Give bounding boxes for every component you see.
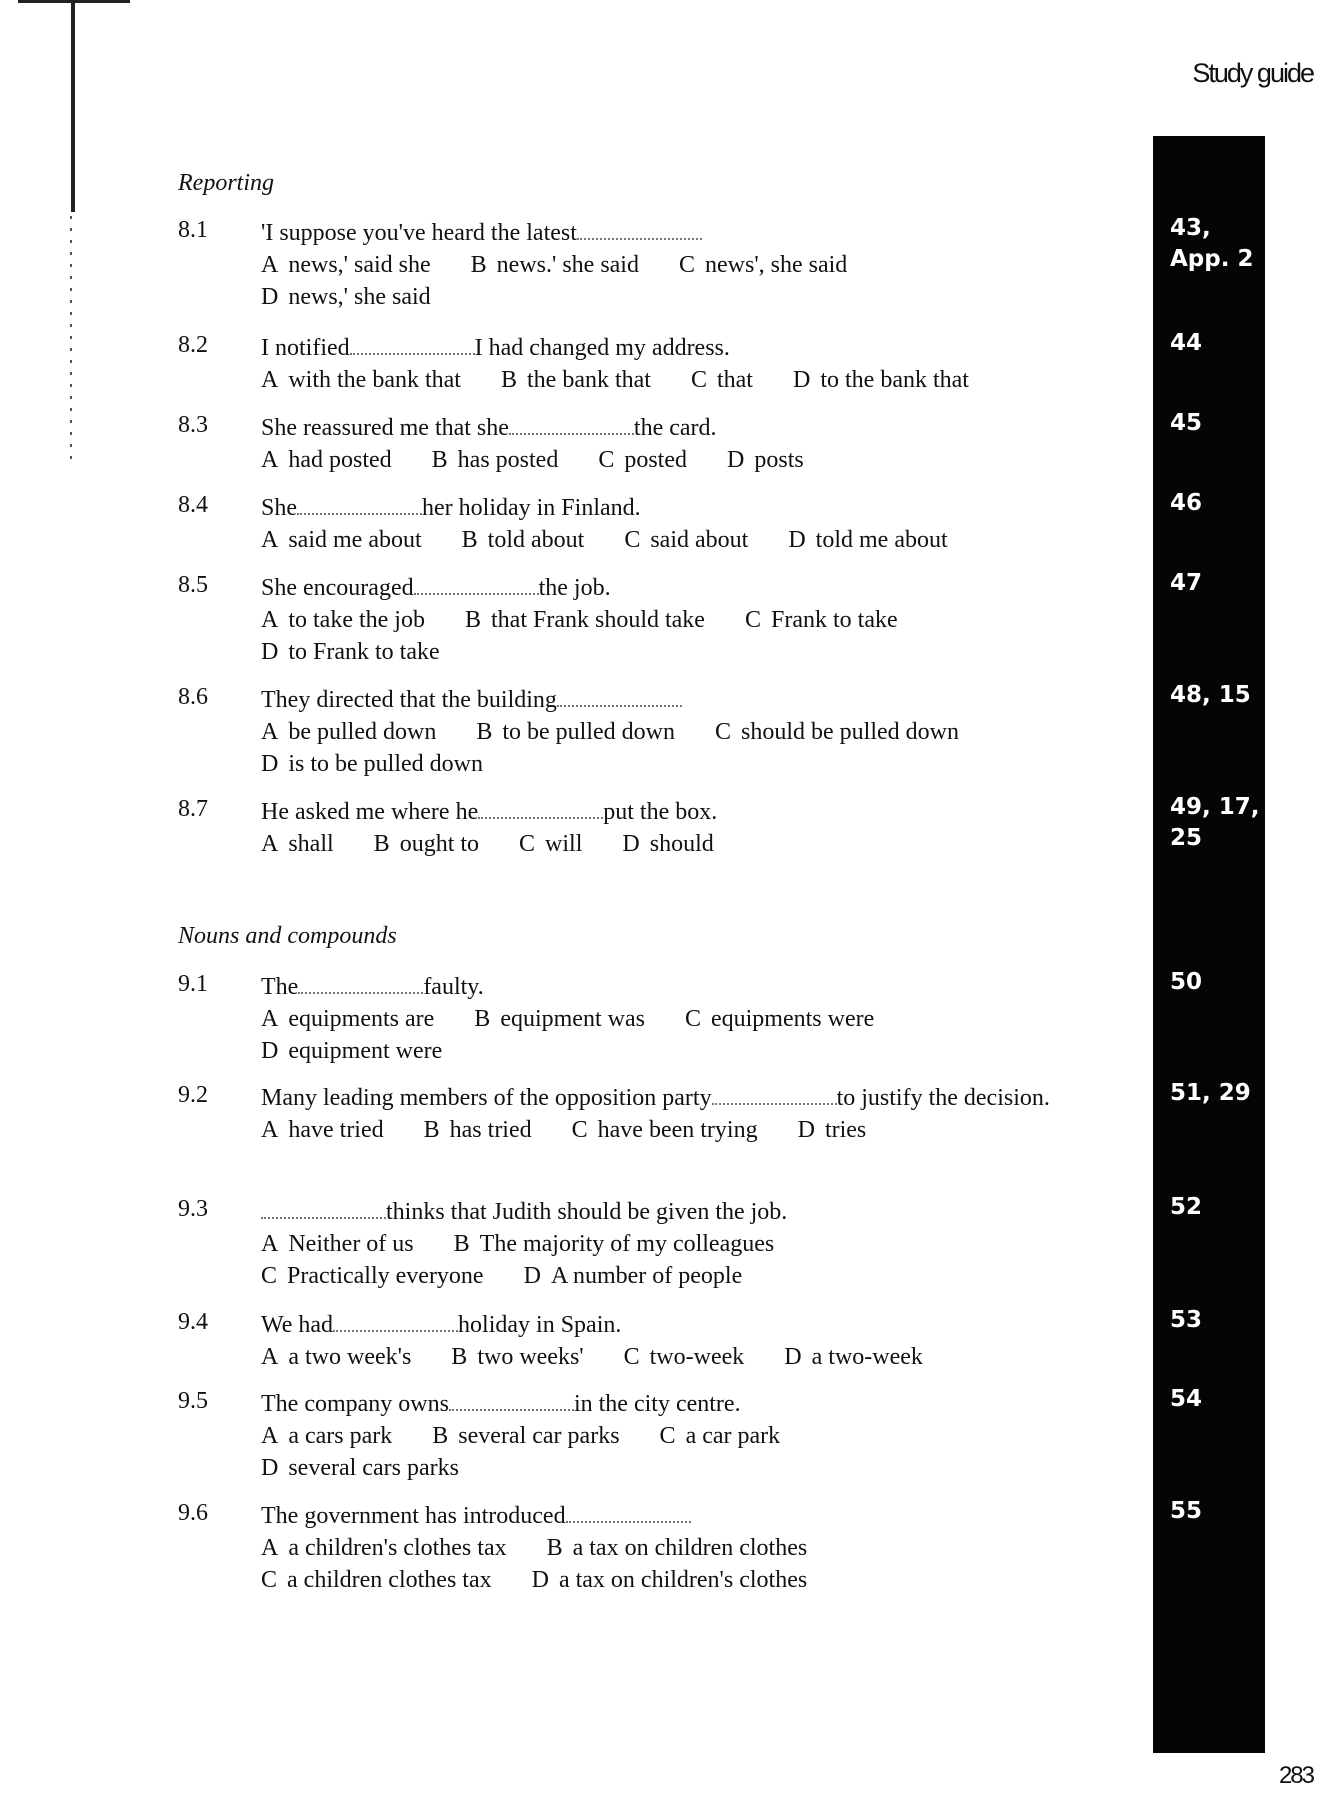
- question-stem: [261, 332, 1138, 364]
- option-text: with the bank that: [288, 367, 461, 393]
- question-number: 9.3: [178, 1196, 208, 1222]
- option-a: [261, 252, 431, 278]
- options-row: [261, 281, 1138, 313]
- answer-blank: [414, 575, 539, 595]
- option-text: several car parks: [458, 1423, 620, 1449]
- question-9-6: [178, 1500, 1138, 1596]
- option-text: the bank that: [527, 367, 651, 393]
- unit-reference-line: 53: [1170, 1307, 1203, 1333]
- option-c: [685, 1006, 874, 1032]
- option-b: [474, 1006, 645, 1032]
- option-text: to be pulled down: [502, 719, 675, 745]
- option-text: had posted: [288, 447, 392, 473]
- option-letter: B: [432, 1423, 449, 1449]
- question-9-2: [178, 1082, 1138, 1146]
- question-8-3: [178, 412, 1138, 476]
- answer-blank: [712, 1085, 837, 1105]
- option-c: [679, 252, 847, 278]
- answer-blank: [557, 687, 682, 707]
- question-8-6: [178, 684, 1138, 780]
- unit-reference-line: 51, 29: [1170, 1080, 1251, 1106]
- question-number: 8.6: [178, 684, 208, 710]
- option-text: shall: [288, 831, 334, 857]
- option-letter: C: [690, 367, 707, 393]
- options-row: [261, 1341, 1138, 1373]
- option-text: two weeks': [477, 1344, 584, 1370]
- option-letter: A: [261, 1344, 279, 1370]
- options-row: [261, 1260, 1138, 1292]
- options-row: [261, 828, 1138, 860]
- option-text: a two-week: [811, 1344, 923, 1370]
- question-8-2: [178, 332, 1138, 396]
- option-letter: D: [622, 831, 640, 857]
- option-letter: D: [727, 447, 745, 473]
- question-number: 8.3: [178, 412, 208, 438]
- option-d: [261, 1038, 442, 1064]
- option-text: will: [545, 831, 583, 857]
- option-text: said about: [650, 527, 749, 553]
- question-stem: [261, 492, 1138, 524]
- page-number: 283: [1278, 1762, 1313, 1789]
- question-number: 8.5: [178, 572, 208, 598]
- option-c: [745, 607, 898, 633]
- option-b: [465, 607, 705, 633]
- option-d: [261, 639, 440, 665]
- options-row: [261, 444, 1138, 476]
- stem-after: holiday in Spain.: [458, 1312, 622, 1338]
- option-text: The majority of my colleagues: [479, 1231, 775, 1257]
- unit-reference-line: 50: [1170, 969, 1203, 995]
- option-d: [798, 1117, 867, 1143]
- option-letter: A: [261, 1535, 279, 1561]
- option-text: be pulled down: [288, 719, 437, 745]
- unit-reference-line: 45: [1170, 410, 1203, 436]
- option-c: [660, 1423, 781, 1449]
- option-a: [261, 607, 425, 633]
- options-row: [261, 1532, 1138, 1564]
- option-letter: D: [261, 751, 279, 777]
- unit-reference-line: 46: [1170, 490, 1203, 516]
- option-letter: A: [261, 527, 279, 553]
- section-heading: Nouns and compounds: [178, 923, 397, 949]
- question-stem: [261, 1500, 1138, 1532]
- option-text: have been trying: [597, 1117, 758, 1143]
- stem-after: put the box.: [603, 799, 718, 825]
- question-number: 8.1: [178, 217, 208, 243]
- option-letter: B: [464, 607, 481, 633]
- stem-before: They directed that the building: [261, 687, 557, 713]
- stem-after: to justify the decision.: [836, 1085, 1050, 1111]
- option-text: ought to: [399, 831, 480, 857]
- stem-before: She reassured me that she: [261, 415, 509, 441]
- options-row: [261, 364, 1138, 396]
- option-letter: C: [571, 1117, 588, 1143]
- options-row: [261, 1564, 1138, 1596]
- question-9-3: [178, 1196, 1138, 1292]
- unit-reference-line: 55: [1170, 1498, 1203, 1524]
- unit-reference-line: App. 2: [1170, 246, 1254, 272]
- option-letter: B: [453, 1231, 470, 1257]
- question-number: 8.2: [178, 332, 208, 358]
- option-c: [691, 367, 753, 393]
- question-number: 9.1: [178, 971, 208, 997]
- option-b: [547, 1535, 808, 1561]
- question-8-7: [178, 796, 1138, 860]
- option-d: [622, 831, 713, 857]
- option-b: [476, 719, 675, 745]
- options-row: [261, 716, 1138, 748]
- unit-reference: [1170, 680, 1251, 711]
- option-letter: C: [261, 1567, 278, 1593]
- question-number: 9.6: [178, 1500, 208, 1526]
- stem-before: 'I suppose you've heard the latest: [261, 220, 577, 246]
- question-stem: [261, 971, 1138, 1003]
- unit-reference-line: 48, 15: [1170, 682, 1251, 708]
- unit-reference-line: 47: [1170, 570, 1203, 596]
- option-letter: C: [659, 1423, 676, 1449]
- option-letter: A: [261, 252, 279, 278]
- option-text: news,' said she: [288, 252, 431, 278]
- option-text: a cars park: [288, 1423, 393, 1449]
- option-text: has posted: [457, 447, 559, 473]
- question-stem: [261, 1309, 1138, 1341]
- options-row: [261, 1228, 1138, 1260]
- options-row: [261, 636, 1138, 668]
- option-a: [261, 447, 392, 473]
- option-letter: D: [261, 1455, 279, 1481]
- option-text: is to be pulled down: [288, 751, 483, 777]
- option-d: [524, 1263, 743, 1289]
- option-d: [261, 284, 431, 310]
- option-a: [261, 1231, 414, 1257]
- unit-reference: [1170, 792, 1260, 854]
- option-d: [727, 447, 804, 473]
- option-d: [793, 367, 969, 393]
- option-letter: B: [474, 1006, 491, 1032]
- question-stem: [261, 1196, 1138, 1228]
- question-number: 9.2: [178, 1082, 208, 1108]
- question-9-5: [178, 1388, 1138, 1484]
- option-c: [598, 447, 687, 473]
- option-text: posts: [754, 447, 804, 473]
- option-a: [261, 719, 436, 745]
- option-text: said me about: [288, 527, 422, 553]
- option-d: [532, 1567, 808, 1593]
- option-text: news,' she said: [288, 284, 431, 310]
- option-text: a children's clothes tax: [288, 1535, 507, 1561]
- option-text: two-week: [649, 1344, 745, 1370]
- option-a: [261, 367, 461, 393]
- options-row: [261, 524, 1138, 556]
- option-letter: A: [261, 367, 279, 393]
- option-letter: B: [500, 367, 517, 393]
- option-b: [451, 1344, 583, 1370]
- stem-before: I notified: [261, 335, 350, 361]
- stem-after: thinks that Judith should be given the job.: [386, 1199, 788, 1225]
- question-stem: [261, 1388, 1138, 1420]
- unit-reference-line: 25: [1170, 825, 1203, 851]
- options-row: [261, 1035, 1138, 1067]
- option-text: a tax on children clothes: [572, 1535, 808, 1561]
- option-letter: C: [744, 607, 761, 633]
- question-stem: [261, 796, 1138, 828]
- option-letter: B: [461, 527, 478, 553]
- option-text: a children clothes tax: [287, 1567, 492, 1593]
- unit-reference-line: 44: [1170, 330, 1203, 356]
- binding-mark-dots: [70, 216, 72, 466]
- question-8-1: [178, 217, 1138, 313]
- answer-blank: [478, 799, 603, 819]
- answer-blank: [449, 1391, 574, 1411]
- option-letter: D: [784, 1344, 802, 1370]
- answer-blank: [261, 1199, 386, 1219]
- option-b: [432, 447, 559, 473]
- option-text: a two week's: [288, 1344, 412, 1370]
- option-text: a car park: [685, 1423, 781, 1449]
- answer-blank: [298, 974, 423, 994]
- option-text: told me about: [815, 527, 948, 553]
- unit-reference: [1170, 1078, 1251, 1109]
- option-a: [261, 527, 422, 553]
- unit-reference: [1170, 568, 1202, 599]
- section-heading: Reporting: [178, 170, 274, 196]
- option-letter: A: [261, 1006, 279, 1032]
- stem-before: He asked me where he: [261, 799, 479, 825]
- binding-mark-vertical: [71, 0, 75, 212]
- option-c: [715, 719, 959, 745]
- stem-after: in the city centre.: [573, 1391, 741, 1417]
- option-d: [261, 751, 483, 777]
- question-number: 9.5: [178, 1388, 208, 1414]
- unit-reference-line: 54: [1170, 1386, 1203, 1412]
- option-letter: B: [373, 831, 390, 857]
- options-row: [261, 1003, 1138, 1035]
- option-text: should be pulled down: [741, 719, 959, 745]
- answer-blank: [333, 1312, 458, 1332]
- stem-before: Many leading members of the opposition party: [261, 1085, 712, 1111]
- option-d: [788, 527, 947, 553]
- options-row: [261, 249, 1138, 281]
- option-text: Practically everyone: [287, 1263, 484, 1289]
- stem-after: the card.: [633, 415, 717, 441]
- option-text: that: [716, 367, 753, 393]
- option-b: [432, 1423, 619, 1449]
- option-text: equipments were: [710, 1006, 875, 1032]
- unit-reference-line: 52: [1170, 1194, 1203, 1220]
- stem-before: The: [261, 974, 299, 1000]
- stem-after: her holiday in Finland.: [422, 495, 641, 521]
- option-c: [261, 1567, 492, 1593]
- question-stem: [261, 412, 1138, 444]
- option-letter: C: [714, 719, 731, 745]
- option-letter: C: [678, 252, 695, 278]
- question-number: 9.4: [178, 1309, 208, 1335]
- option-b: [374, 831, 479, 857]
- option-letter: B: [431, 447, 448, 473]
- option-b: [471, 252, 639, 278]
- stem-before: The company owns: [261, 1391, 449, 1417]
- unit-reference: [1170, 408, 1202, 439]
- question-stem: [261, 217, 1138, 249]
- option-text: a tax on children's clothes: [558, 1567, 808, 1593]
- option-text: to take the job: [288, 607, 425, 633]
- options-row: [261, 1114, 1138, 1146]
- option-a: [261, 1006, 434, 1032]
- option-text: have tried: [288, 1117, 384, 1143]
- unit-reference: [1170, 1305, 1202, 1336]
- page-header: Study guide: [1192, 58, 1313, 88]
- unit-reference: [1170, 328, 1202, 359]
- question-number: 8.7: [178, 796, 208, 822]
- options-row: [261, 748, 1138, 780]
- option-letter: C: [598, 447, 615, 473]
- option-letter: B: [476, 719, 493, 745]
- option-c: [572, 1117, 758, 1143]
- option-b: [462, 527, 585, 553]
- question-stem: [261, 1082, 1138, 1114]
- stem-after: I had changed my address.: [474, 335, 730, 361]
- option-c: [624, 1344, 745, 1370]
- option-a: [261, 831, 334, 857]
- option-letter: A: [261, 1231, 279, 1257]
- question-9-4: [178, 1309, 1138, 1373]
- option-letter: C: [684, 1006, 701, 1032]
- stem-before: The government has introduced: [261, 1503, 566, 1529]
- option-letter: D: [261, 1038, 279, 1064]
- question-8-5: [178, 572, 1138, 668]
- option-a: [261, 1344, 411, 1370]
- unit-reference-line: 43,: [1170, 215, 1211, 241]
- option-letter: D: [788, 527, 806, 553]
- unit-reference: [1170, 1496, 1202, 1527]
- option-text: equipment were: [288, 1038, 443, 1064]
- option-letter: D: [261, 639, 279, 665]
- option-a: [261, 1117, 384, 1143]
- unit-reference: [1170, 213, 1253, 275]
- option-letter: D: [797, 1117, 815, 1143]
- option-letter: C: [624, 527, 641, 553]
- option-letter: A: [261, 1423, 279, 1449]
- question-stem: [261, 572, 1138, 604]
- option-letter: D: [531, 1567, 549, 1593]
- option-letter: C: [261, 1263, 278, 1289]
- option-text: should: [649, 831, 714, 857]
- option-text: to the bank that: [820, 367, 969, 393]
- option-b: [424, 1117, 532, 1143]
- option-text: A number of people: [550, 1263, 743, 1289]
- option-c: [624, 527, 748, 553]
- option-letter: A: [261, 1117, 279, 1143]
- option-text: told about: [487, 527, 585, 553]
- option-a: [261, 1535, 507, 1561]
- option-letter: A: [261, 447, 279, 473]
- question-stem: [261, 684, 1138, 716]
- option-text: posted: [624, 447, 688, 473]
- answer-blank: [297, 495, 422, 515]
- stem-before: She: [261, 495, 297, 521]
- answer-blank: [577, 220, 702, 240]
- option-d: [784, 1344, 923, 1370]
- option-text: that Frank should take: [491, 607, 705, 633]
- unit-reference: [1170, 488, 1202, 519]
- option-a: [261, 1423, 392, 1449]
- option-letter: A: [261, 719, 279, 745]
- option-letter: A: [261, 607, 279, 633]
- answer-blank: [509, 415, 634, 435]
- answer-blank: [566, 1503, 691, 1523]
- option-text: news', she said: [705, 252, 848, 278]
- option-letter: B: [451, 1344, 468, 1370]
- option-text: tries: [824, 1117, 867, 1143]
- option-text: Frank to take: [770, 607, 898, 633]
- option-b: [454, 1231, 775, 1257]
- option-text: equipments are: [288, 1006, 435, 1032]
- option-letter: C: [519, 831, 536, 857]
- unit-reference: [1170, 1192, 1202, 1223]
- option-c: [519, 831, 582, 857]
- options-row: [261, 1452, 1138, 1484]
- unit-reference-line: 49, 17,: [1170, 794, 1260, 820]
- unit-reference: [1170, 967, 1202, 998]
- question-number: 8.4: [178, 492, 208, 518]
- question-9-1: [178, 971, 1138, 1067]
- stem-before: She encouraged: [261, 575, 414, 601]
- option-letter: A: [261, 831, 279, 857]
- option-text: has tried: [449, 1117, 532, 1143]
- stem-after: faulty.: [423, 974, 484, 1000]
- option-text: several cars parks: [288, 1455, 459, 1481]
- option-letter: D: [792, 367, 811, 393]
- option-text: to Frank to take: [288, 639, 440, 665]
- option-letter: B: [470, 252, 487, 278]
- option-d: [261, 1455, 459, 1481]
- stem-before: We had: [261, 1312, 334, 1338]
- option-text: Neither of us: [288, 1231, 414, 1257]
- answer-blank: [350, 335, 475, 355]
- stem-after: the job.: [538, 575, 611, 601]
- option-letter: D: [523, 1263, 541, 1289]
- option-letter: B: [423, 1117, 440, 1143]
- options-row: [261, 604, 1138, 636]
- option-letter: C: [623, 1344, 640, 1370]
- option-letter: B: [546, 1535, 563, 1561]
- option-b: [501, 367, 651, 393]
- option-text: news.' she said: [496, 252, 639, 278]
- question-8-4: [178, 492, 1138, 556]
- option-c: [261, 1263, 484, 1289]
- unit-reference: [1170, 1384, 1202, 1415]
- option-text: equipment was: [500, 1006, 645, 1032]
- options-row: [261, 1420, 1138, 1452]
- option-letter: D: [261, 284, 279, 310]
